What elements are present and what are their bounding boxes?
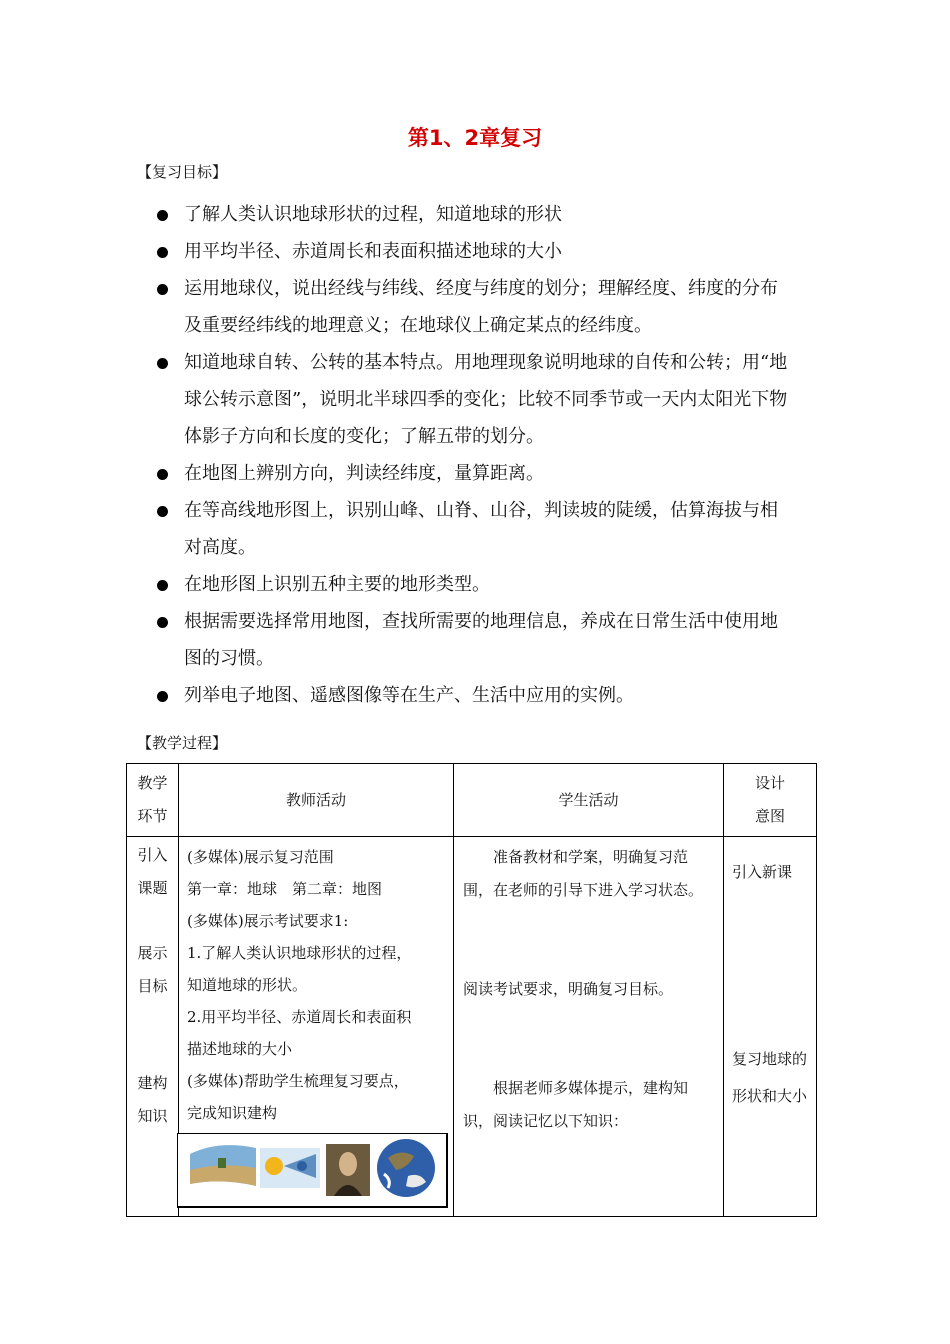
portrait-figure — [326, 1144, 370, 1196]
table-row — [127, 837, 817, 1217]
objective-item: 知道地球自转、公转的基本特点。用地理现象说明地球的自传和公转；用“地球公转示意图”，说明北半球四季的变化；比较不同季节或一天内太阳光下物体影子方向和长度的变化；了解五带的划分。 — [152, 344, 792, 455]
objective-item: 在等高线地形图上，识别山峰、山脊、山谷，判读坡的陡缓，估算海拔与相对高度。 — [152, 492, 792, 566]
bullet-icon — [157, 284, 168, 295]
bullet-icon — [157, 247, 168, 258]
objective-item: 在地形图上识别五种主要的地形类型。 — [152, 566, 792, 603]
bullet-icon — [157, 358, 168, 369]
bullet-icon — [157, 617, 168, 628]
earth-illustrations — [178, 1134, 444, 1204]
header-intent: 设计 意图 — [724, 764, 817, 837]
student-activity-cell: 准备教材和学案，明确复习范围，在老师的引导下进入学习状态。 阅读考试要求，明确复习目标。 根据老师多媒体提示，建构知识，阅读记忆以下知识： — [454, 837, 724, 1217]
teacher-activity-cell: (多媒体)展示复习范围 第一章：地球 第二章：地图 (多媒体)展示考试要求1: 1.了解人类认识地球形状的过程， 知道地球的形状。 2.用平均半径、赤道周长和表面积 描述地球的大小 (多媒体)帮助学生梳理复习要点， 完成知识建构 — [179, 837, 454, 1217]
stage-cell: 引入 课题 展示 目标 建构 知识 — [127, 837, 179, 1217]
header-student: 学生活动 — [454, 764, 724, 837]
teaching-process-table — [126, 763, 817, 1217]
objective-item: 用平均半径、赤道周长和表面积描述地球的大小 — [152, 233, 792, 270]
page-title: 第1、2章复习 — [407, 126, 543, 150]
table-header-row — [127, 764, 817, 837]
bullet-icon — [157, 506, 168, 517]
process-heading: 【教学过程】 — [137, 734, 228, 752]
bullet-icon — [157, 691, 168, 702]
bullet-icon — [157, 580, 168, 591]
objective-item: 了解人类认识地球形状的过程，知道地球的形状 — [152, 196, 792, 233]
bullet-icon — [157, 210, 168, 221]
earth-images-strip — [177, 1133, 448, 1208]
objective-item: 运用地球仪，说出经线与纬线、经度与纬度的划分；理解经度、纬度的分布及重要经纬线的地理意义；在地球仪上确定某点的经纬度。 — [152, 270, 792, 344]
bullet-icon — [157, 469, 168, 480]
globe-figure — [377, 1139, 435, 1197]
objective-item: 根据需要选择常用地图，查找所需要的地理信息，养成在日常生活中使用地图的习惯。 — [152, 603, 792, 677]
design-intent-cell: 引入新课 复习地球的形状和大小 — [724, 837, 817, 1217]
objective-item: 列举电子地图、遥感图像等在生产、生活中应用的实例。 — [152, 677, 792, 714]
objectives-list — [152, 196, 792, 714]
earth-curvature-figure — [190, 1145, 256, 1186]
header-stage: 教学 环节 — [127, 764, 179, 837]
objectives-heading: 【复习目标】 — [137, 163, 228, 181]
sun-earth-diagram — [260, 1148, 320, 1188]
objective-item: 在地图上辨别方向，判读经纬度，量算距离。 — [152, 455, 792, 492]
header-teacher: 教师活动 — [179, 764, 454, 837]
